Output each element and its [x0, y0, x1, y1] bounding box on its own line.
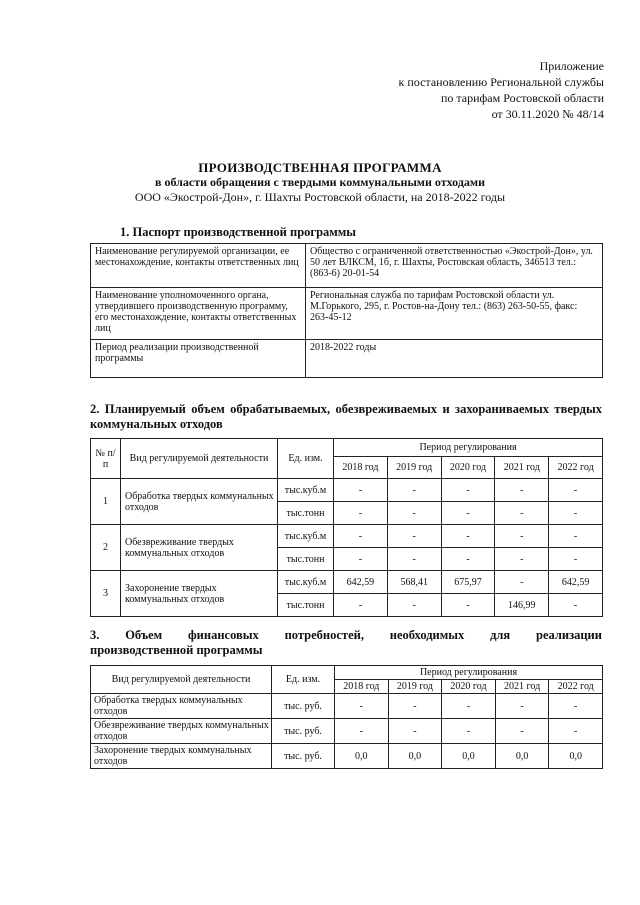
row-unit: тыс. руб.	[272, 694, 335, 719]
passport-label: Период реализации производственной программы	[91, 340, 306, 378]
cell-value: -	[495, 719, 549, 744]
table-row	[91, 525, 603, 548]
year-header: 2019 год	[388, 680, 442, 694]
annex-line: Приложение	[539, 59, 604, 73]
cell-value: -	[334, 548, 388, 571]
table-row	[91, 288, 603, 340]
cell-value: 642,59	[549, 571, 603, 594]
cell-value: 0,0	[442, 744, 496, 769]
passport-value: Общество с ограниченной ответственностью «Экострой-Дон», ул. 50 лет ВЛКСМ, 1б, г. Шахты, Ростовская область, 346513 тел.: (863-6) 20-01-54	[306, 244, 603, 288]
heading-word: для	[490, 628, 511, 642]
annex-date: от 30.11.2020 № 48/14	[491, 107, 604, 121]
cell-value: 568,41	[387, 571, 441, 594]
year-header: 2019 год	[387, 457, 441, 479]
table-row	[91, 571, 603, 594]
cell-value: -	[387, 502, 441, 525]
cell-value: -	[441, 594, 495, 617]
cell-value: -	[334, 594, 388, 617]
cell-value: -	[495, 525, 549, 548]
cell-value: -	[442, 719, 496, 744]
doc-title: ПРОИЗВОДСТВЕННАЯ ПРОГРАММА	[198, 160, 442, 175]
row-activity: Захоронение твердых коммунальных отходов	[91, 744, 272, 769]
row-unit: тыс.тонн	[278, 548, 334, 571]
table-row	[91, 694, 603, 719]
col-unit-header: Ед. изм.	[278, 439, 334, 479]
cell-value: -	[549, 719, 603, 744]
cell-value: 642,59	[334, 571, 388, 594]
col-activity-header: Вид регулируемой деятельности	[121, 439, 278, 479]
row-unit: тыс.тонн	[278, 594, 334, 617]
passport-label: Наименование регулируемой организации, ее местонахождение, контакты ответственных лиц	[91, 244, 306, 288]
annex-block	[399, 58, 604, 122]
section1-heading: 1. Паспорт производственной программы	[120, 225, 357, 239]
section3-heading-line1	[90, 628, 602, 643]
table-row	[91, 744, 603, 769]
cell-value: -	[334, 502, 388, 525]
table-row	[91, 244, 603, 288]
row-unit: тыс. руб.	[272, 744, 335, 769]
cell-value: -	[335, 694, 389, 719]
heading-word: необходимых	[389, 628, 465, 642]
cell-value: 675,97	[441, 571, 495, 594]
cell-value: -	[495, 479, 549, 502]
cell-value: -	[334, 525, 388, 548]
section3-heading	[90, 628, 602, 658]
finance-table	[90, 665, 603, 769]
cell-value: -	[549, 548, 603, 571]
doc-organization: ООО «Экострой-Дон», г. Шахты Ростовской области, на 2018-2022 годы	[134, 190, 506, 204]
heading-word: Объем	[125, 628, 163, 642]
cell-value: -	[441, 548, 495, 571]
cell-value: -	[441, 479, 495, 502]
heading-word: 3.	[90, 628, 100, 642]
row-num: 3	[91, 571, 121, 617]
year-header: 2020 год	[441, 457, 495, 479]
passport-table	[90, 243, 603, 378]
table-row	[91, 479, 603, 502]
cell-value: -	[549, 594, 603, 617]
passport-value: 2018-2022 годы	[306, 340, 603, 378]
cell-value: -	[442, 694, 496, 719]
cell-value: 0,0	[495, 744, 549, 769]
annex-line: к постановлению Региональной службы	[398, 75, 604, 89]
year-header: 2021 год	[495, 457, 549, 479]
row-activity: Захоронение твердых коммунальных отходов	[121, 571, 278, 617]
volume-table	[90, 438, 603, 617]
passport-label: Наименование уполномоченного органа, утвердившего производственную программу, его местонахождение, контакты ответственных лиц	[91, 288, 306, 340]
cell-value: 0,0	[335, 744, 389, 769]
cell-value: -	[549, 525, 603, 548]
year-header: 2018 год	[334, 457, 388, 479]
cell-value: 0,0	[388, 744, 442, 769]
heading-word: реализации	[536, 628, 602, 642]
cell-value: -	[387, 525, 441, 548]
cell-value: 146,99	[495, 594, 549, 617]
row-activity: Обезвреживание твердых коммунальных отходов	[91, 719, 272, 744]
row-num: 2	[91, 525, 121, 571]
row-unit: тыс.куб.м	[278, 525, 334, 548]
year-header: 2022 год	[549, 457, 603, 479]
cell-value: -	[495, 571, 549, 594]
cell-value: -	[495, 502, 549, 525]
col-period-header: Период регулирования	[335, 666, 603, 680]
col-activity-header: Вид регулируемой деятельности	[91, 666, 272, 694]
heading-word: потребностей,	[284, 628, 364, 642]
table-row	[91, 340, 603, 378]
cell-value: -	[549, 502, 603, 525]
section3-heading-line2: производственной программы	[90, 643, 263, 657]
cell-value: -	[388, 719, 442, 744]
col-num-header: № п/п	[91, 439, 121, 479]
row-unit: тыс.тонн	[278, 502, 334, 525]
cell-value: -	[441, 525, 495, 548]
section2-heading: 2. Планируемый объем обрабатываемых, обезвреживаемых и захораниваемых твердых коммунальных отходов	[90, 402, 602, 431]
year-header: 2020 год	[442, 680, 496, 694]
row-activity: Обезвреживание твердых коммунальных отходов	[121, 525, 278, 571]
year-header: 2021 год	[495, 680, 549, 694]
cell-value: -	[388, 694, 442, 719]
row-unit: тыс. руб.	[272, 719, 335, 744]
doc-subtitle: в области обращения с твердыми коммунальными отходами	[154, 175, 485, 189]
heading-word: финансовых	[188, 628, 259, 642]
passport-value: Региональная служба по тарифам Ростовской области ул. М.Горького, 295, г. Ростов-на-Дону тел.: (863) 263-50-55, факс: 263-45-12	[306, 288, 603, 340]
row-unit: тыс.куб.м	[278, 479, 334, 502]
table-row	[91, 719, 603, 744]
table-header-row	[91, 439, 603, 457]
row-activity: Обработка твердых коммунальных отходов	[121, 479, 278, 525]
col-unit-header: Ед. изм.	[272, 666, 335, 694]
annex-line: по тарифам Ростовской области	[440, 91, 604, 105]
year-header: 2022 год	[549, 680, 603, 694]
cell-value: -	[387, 548, 441, 571]
cell-value: -	[387, 594, 441, 617]
cell-value: -	[549, 479, 603, 502]
cell-value: -	[334, 479, 388, 502]
cell-value: -	[335, 719, 389, 744]
cell-value: 0,0	[549, 744, 603, 769]
col-period-header: Период регулирования	[334, 439, 603, 457]
cell-value: -	[549, 694, 603, 719]
row-num: 1	[91, 479, 121, 525]
cell-value: -	[495, 694, 549, 719]
row-activity: Обработка твердых коммунальных отходов	[91, 694, 272, 719]
cell-value: -	[441, 502, 495, 525]
cell-value: -	[495, 548, 549, 571]
row-unit: тыс.куб.м	[278, 571, 334, 594]
cell-value: -	[387, 479, 441, 502]
year-header: 2018 год	[335, 680, 389, 694]
table-header-row	[91, 666, 603, 680]
